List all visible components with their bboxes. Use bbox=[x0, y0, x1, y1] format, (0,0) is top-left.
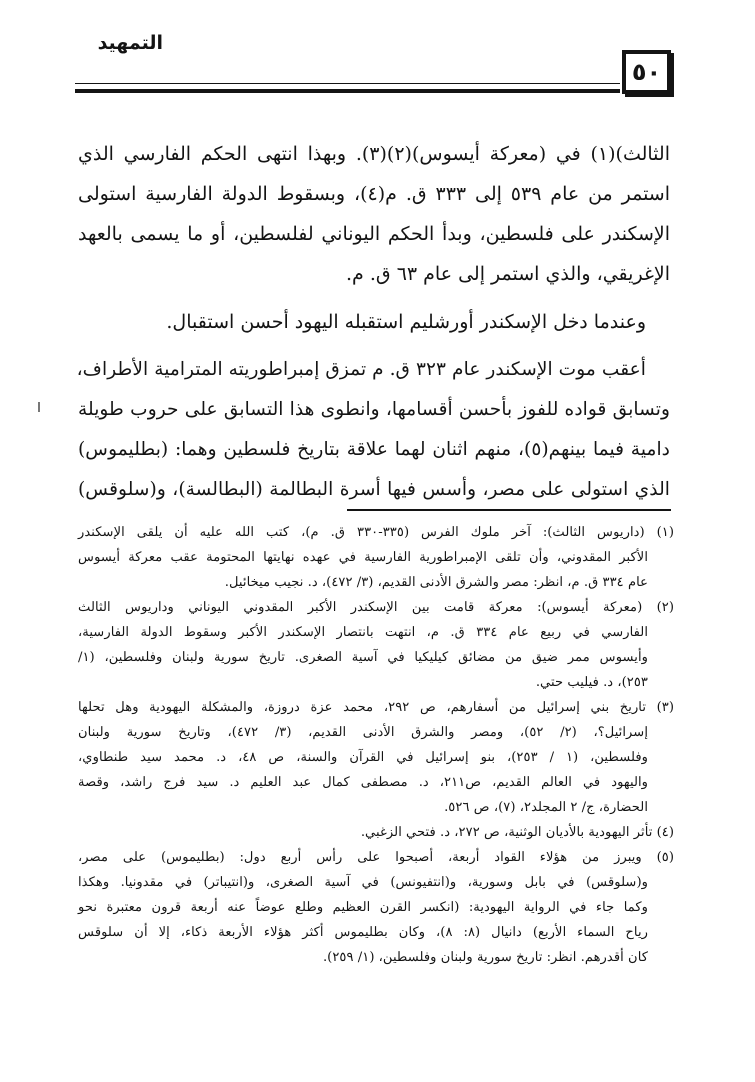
footnote-line: (١) (داريوس الثالث): آخر ملوك الفرس (٣٣٥-٣٣٠ ق. م)، كتب الله عليه أن يلقى الإسكندر bbox=[78, 525, 674, 540]
running-header-title: التمهيد bbox=[97, 32, 163, 54]
footnote-separator bbox=[347, 509, 671, 511]
footnote-line: و(سلوقس) في بابل وسورية، و(انتفيونس) في آسية الصغرى، و(انتيباتر) في مقدونيا. وهكذا bbox=[78, 875, 648, 890]
body-line: وتسابق قواده للفوز بأحسن أقسامها، وانطوى هذا التسابق على حروب طويلة bbox=[78, 399, 670, 420]
footnote-line: (٣) تاريخ بني إسرائيل من أسفارهم، ص ٢٩٢، محمد عزة دروزة، والمشكلة اليهودية وهل تحلها bbox=[78, 700, 675, 715]
footnote-line: عام ٣٣٤ ق. م، انظر: مصر والشرق الأدنى القديم، (٣/ ٤٧٢)، د. نجيب ميخائيل. bbox=[224, 575, 648, 590]
footnote-line: وأيسوس ممر ضيق من مضائق كيليكيا في آسية الصغرى. تاريخ سورية ولبنان وفلسطين، (١/ bbox=[78, 650, 648, 665]
body-line: دامية فيما بينهم(٥)، منهم اثنان لهما علاقة بتاريخ فلسطين وهما: (بطليموس) bbox=[78, 439, 670, 460]
page-number: ٥٠ bbox=[631, 58, 662, 86]
footnote-line: (٥) ويبرز من هؤلاء القواد أربعة، أصبحوا على رأس أربع دول: (بطليموس) على مصر، bbox=[78, 850, 675, 865]
body-line: الإغريقي، والذي استمر إلى عام ٦٣ ق. م. bbox=[346, 263, 670, 285]
footnote-line: الحضارة، ج/ ٢ المجلد٢، (٧)، ص ٥٢٦. bbox=[444, 800, 648, 815]
body-line: استمر من عام ٥٣٩ إلى ٣٣٣ ق. م(٤)، وبسقوط الدولة الفارسية استولى bbox=[78, 183, 670, 205]
footnote-line: الأكبر المقدوني، وأن تلقى الإمبراطورية الفارسية في عهده نهايتها المحتومة عقب معركة أيسوس bbox=[78, 550, 648, 565]
body-line: الإسكندر على فلسطين، وبدأ الحكم اليوناني لفلسطين، أو ما يسمى بالعهد bbox=[78, 223, 670, 245]
footnote-line: ٢٥٣)، د. فيليب حتي. bbox=[535, 675, 648, 690]
footnote-line: إسرائيل؟، (٢/ ٥٢)، ومصر والشرق الأدنى القديم، (٣/ ٤٧٢)، وتاريخ سورية ولبنان bbox=[78, 725, 649, 740]
body-line: وعندما دخل الإسكندر أورشليم استقبله اليهود أحسن استقبال. bbox=[166, 311, 646, 333]
body-line: الثالث)(١) في (معركة أيسوس)(٢)(٣). وبهذا انتهى الحكم الفارسي الذي bbox=[78, 143, 670, 165]
footnote-line: (٢) (معركة أيسوس): معركة قامت بين الإسكندر الأكبر المقدوني اليوناني وداريوس الثالث bbox=[78, 600, 674, 615]
footnote-line: كان أقدرهم. انظر: تاريخ سورية ولبنان وفلسطين، (١/ ٢٥٩). bbox=[322, 950, 648, 965]
header-rule-thin bbox=[75, 83, 620, 84]
footnote-line: وفلسطين، (١ / ٢٥٣)، بنو إسرائيل في القرآن والسنة، ص ٤٨، د. محمد سيد طنطاوي، bbox=[78, 750, 649, 765]
footnotes bbox=[78, 520, 674, 970]
body-line: أعقب موت الإسكندر عام ٣٢٣ ق. م تمزق إمبراطوريته المترامية الأطراف، bbox=[76, 359, 646, 380]
footnote-line: واليهود في العالم القديم، ص٢١١، د. مصطفى كمال عبد العليم د. سيد فرج راشد، وقصة bbox=[78, 775, 648, 790]
header-rule-thick bbox=[75, 89, 620, 93]
page-number-box bbox=[622, 50, 671, 94]
main-text bbox=[78, 134, 670, 510]
body-line: الذي استولى على مصر، وأسس فيها أسرة البطالمة (البطالسة)، و(سلوقس) bbox=[78, 479, 670, 500]
footnote-line: رياح السماء الأربع) دانيال (٨: ٨)، وكان بطليموس أكثر هؤلاء الأربعة ذكاء، إلا أن سلوقس bbox=[78, 925, 648, 940]
footnote-line: (٤) تأثر اليهودية بالأديان الوثنية، ص ٢٧٢، د. فتحي الزغبي. bbox=[360, 825, 674, 840]
footnote-line: الفارسي في ربيع عام ٣٣٤ ق. م، انتهت بانتصار الإسكندر الأكبر وسقوط الدولة الفارسية، bbox=[78, 625, 648, 640]
margin-mark bbox=[38, 402, 40, 412]
footnote-line: وكما جاء في الرواية اليهودية: (انكسر القرن العظيم وطلع عوضاً عنه أربعة قرون معتبرة نحو bbox=[78, 900, 648, 915]
